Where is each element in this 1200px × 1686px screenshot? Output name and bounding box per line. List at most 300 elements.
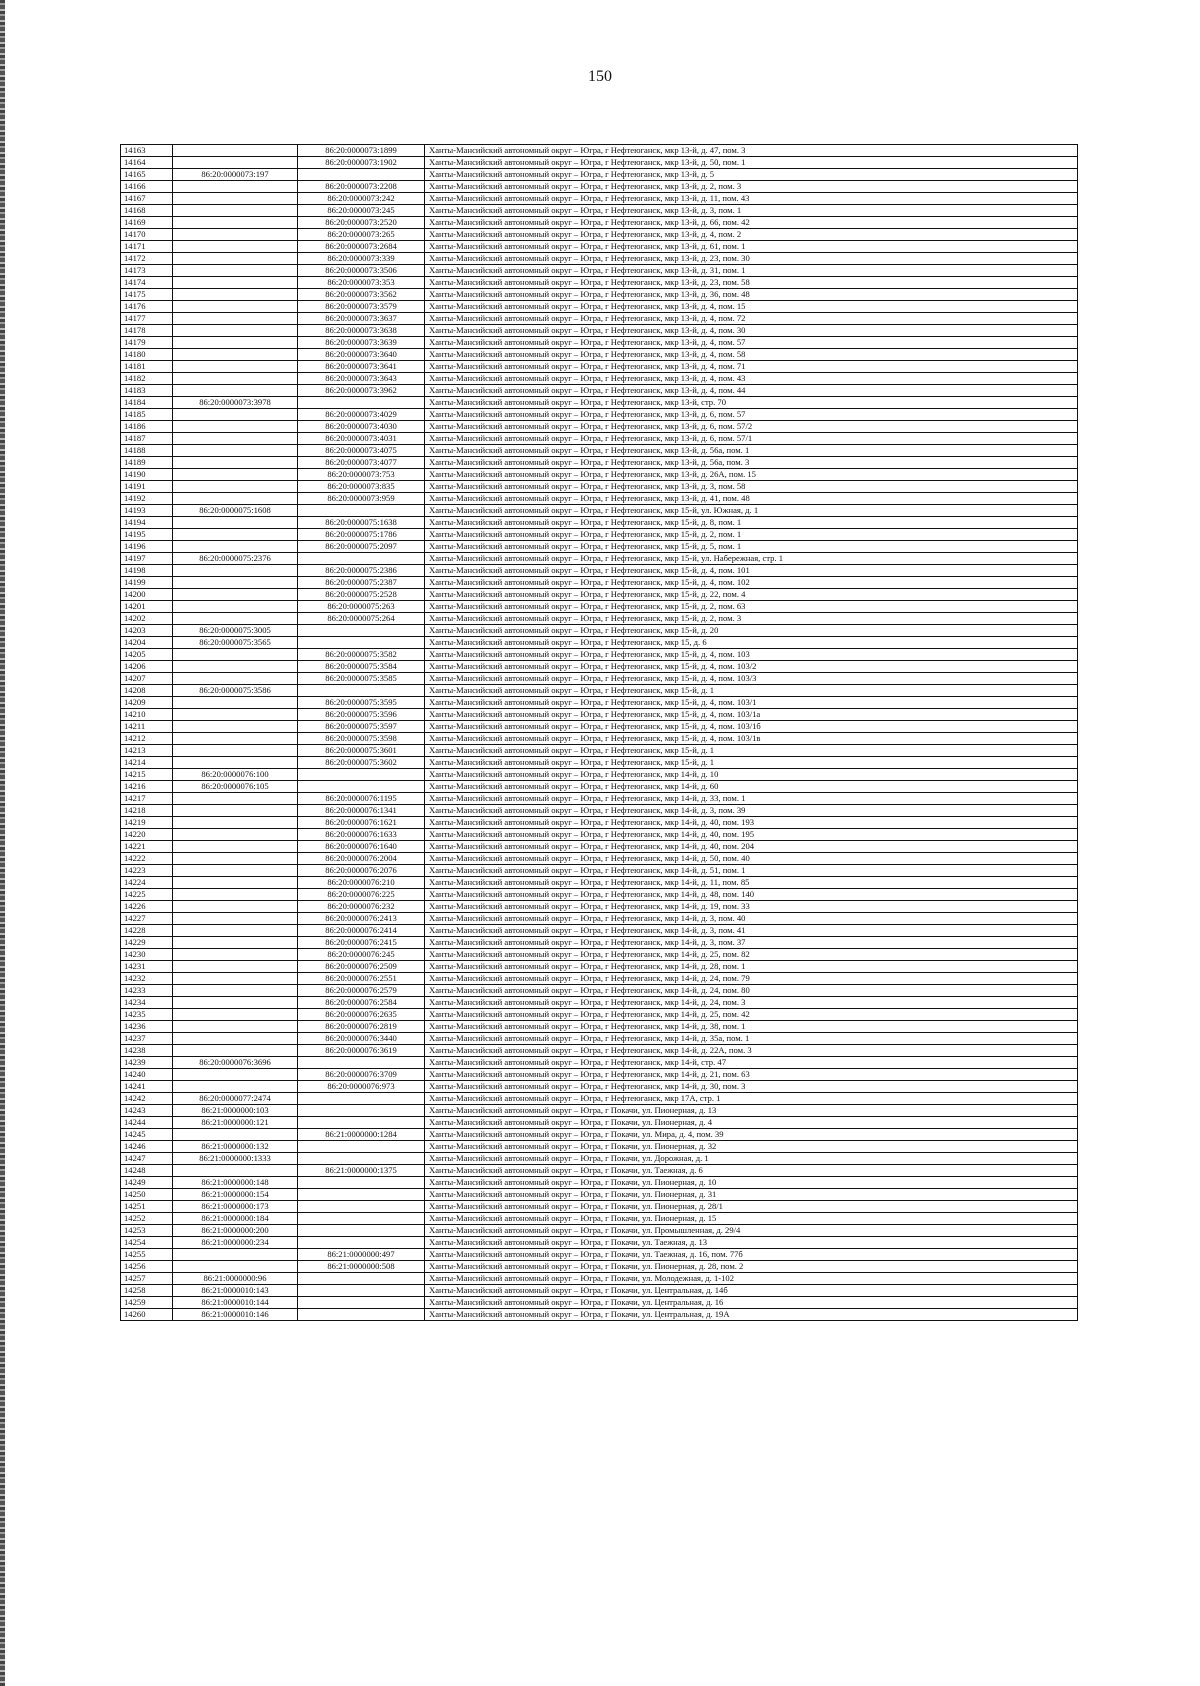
premises-cadastral-number-cell xyxy=(298,1117,425,1129)
table-row xyxy=(121,469,1078,481)
address-cell: Ханты-Мансийский автономный округ – Югра, г Нефтеюганск, мкр 13-й, д. 47, пом. 3 xyxy=(425,145,1078,157)
table-row xyxy=(121,925,1078,937)
premises-cadastral-number-cell: 86:20:0000075:3595 xyxy=(298,697,425,709)
premises-cadastral-number-cell: 86:20:0000076:3709 xyxy=(298,1069,425,1081)
table-row xyxy=(121,1105,1078,1117)
address-cell: Ханты-Мансийский автономный округ – Югра, г Покачи, ул. Таежная, д. 16, пом. 77б xyxy=(425,1249,1078,1261)
address-cell: Ханты-Мансийский автономный округ – Югра, г Нефтеюганск, мкр 15-й, д. 4, пом. 102 xyxy=(425,577,1078,589)
premises-cadastral-number-cell: 86:20:0000073:3962 xyxy=(298,385,425,397)
land-cadastral-number-cell xyxy=(173,817,298,829)
premises-cadastral-number-cell xyxy=(298,625,425,637)
premises-cadastral-number-cell: 86:20:0000073:3506 xyxy=(298,265,425,277)
table-row xyxy=(121,193,1078,205)
row-number-cell: 14210 xyxy=(121,709,173,721)
premises-cadastral-number-cell xyxy=(298,1105,425,1117)
land-cadastral-number-cell: 86:21:0000010:144 xyxy=(173,1297,298,1309)
land-cadastral-number-cell xyxy=(173,493,298,505)
table-row xyxy=(121,757,1078,769)
address-cell: Ханты-Мансийский автономный округ – Югра, г Нефтеюганск, мкр 13-й, д. 23, пом. 30 xyxy=(425,253,1078,265)
row-number-cell: 14185 xyxy=(121,409,173,421)
land-cadastral-number-cell xyxy=(173,229,298,241)
row-number-cell: 14199 xyxy=(121,577,173,589)
address-cell: Ханты-Мансийский автономный округ – Югра, г Нефтеюганск, мкр 15-й, д. 4, пом. 103/1 xyxy=(425,697,1078,709)
premises-cadastral-number-cell: 86:20:0000075:2097 xyxy=(298,541,425,553)
table-row xyxy=(121,829,1078,841)
row-number-cell: 14230 xyxy=(121,949,173,961)
land-cadastral-number-cell xyxy=(173,517,298,529)
address-cell: Ханты-Мансийский автономный округ – Югра, г Нефтеюганск, мкр 15-й, ул. Набережная, стр. 1 xyxy=(425,553,1078,565)
premises-cadastral-number-cell: 86:20:0000073:3579 xyxy=(298,301,425,313)
row-number-cell: 14198 xyxy=(121,565,173,577)
land-cadastral-number-cell xyxy=(173,205,298,217)
row-number-cell: 14220 xyxy=(121,829,173,841)
row-number-cell: 14205 xyxy=(121,649,173,661)
land-cadastral-number-cell xyxy=(173,901,298,913)
address-cell: Ханты-Мансийский автономный округ – Югра, г Нефтеюганск, мкр 13-й, д. 11, пом. 43 xyxy=(425,193,1078,205)
address-cell: Ханты-Мансийский автономный округ – Югра, г Нефтеюганск, мкр 14-й, д. 24, пом. 3 xyxy=(425,997,1078,1009)
address-cell: Ханты-Мансийский автономный округ – Югра, г Нефтеюганск, мкр 13-й, д. 4, пом. 58 xyxy=(425,349,1078,361)
premises-cadastral-number-cell: 86:20:0000075:3598 xyxy=(298,733,425,745)
row-number-cell: 14168 xyxy=(121,205,173,217)
table-row xyxy=(121,685,1078,697)
table-row xyxy=(121,1045,1078,1057)
address-cell: Ханты-Мансийский автономный округ – Югра, г Нефтеюганск, мкр 14-й, д. 3, пом. 41 xyxy=(425,925,1078,937)
table-row xyxy=(121,673,1078,685)
property-registry-table xyxy=(120,144,1078,1321)
row-number-cell: 14211 xyxy=(121,721,173,733)
address-cell: Ханты-Мансийский автономный округ – Югра, г Покачи, ул. Пионерная, д. 28/1 xyxy=(425,1201,1078,1213)
row-number-cell: 14228 xyxy=(121,925,173,937)
land-cadastral-number-cell: 86:21:0000000:200 xyxy=(173,1225,298,1237)
premises-cadastral-number-cell: 86:20:0000075:3596 xyxy=(298,709,425,721)
table-row xyxy=(121,1093,1078,1105)
address-cell: Ханты-Мансийский автономный округ – Югра, г Нефтеюганск, мкр 13-й, д. 2, пом. 3 xyxy=(425,181,1078,193)
row-number-cell: 14170 xyxy=(121,229,173,241)
premises-cadastral-number-cell: 86:20:0000076:1621 xyxy=(298,817,425,829)
row-number-cell: 14181 xyxy=(121,361,173,373)
premises-cadastral-number-cell: 86:20:0000076:2413 xyxy=(298,913,425,925)
table-row xyxy=(121,289,1078,301)
table-row xyxy=(121,433,1078,445)
row-number-cell: 14250 xyxy=(121,1189,173,1201)
table-row xyxy=(121,517,1078,529)
table-row xyxy=(121,721,1078,733)
premises-cadastral-number-cell: 86:20:0000073:3562 xyxy=(298,289,425,301)
address-cell: Ханты-Мансийский автономный округ – Югра, г Нефтеюганск, мкр 14-й, д. 3, пом. 39 xyxy=(425,805,1078,817)
table-row xyxy=(121,361,1078,373)
land-cadastral-number-cell xyxy=(173,1129,298,1141)
land-cadastral-number-cell: 86:21:0000000:173 xyxy=(173,1201,298,1213)
premises-cadastral-number-cell xyxy=(298,1153,425,1165)
table-row xyxy=(121,1057,1078,1069)
table-row xyxy=(121,481,1078,493)
premises-cadastral-number-cell: 86:20:0000075:3597 xyxy=(298,721,425,733)
table-row xyxy=(121,1165,1078,1177)
land-cadastral-number-cell xyxy=(173,529,298,541)
premises-cadastral-number-cell xyxy=(298,1213,425,1225)
land-cadastral-number-cell: 86:21:0000000:184 xyxy=(173,1213,298,1225)
row-number-cell: 14163 xyxy=(121,145,173,157)
land-cadastral-number-cell: 86:21:0000000:148 xyxy=(173,1177,298,1189)
table-row xyxy=(121,1213,1078,1225)
registry-table-body xyxy=(121,145,1078,1321)
row-number-cell: 14239 xyxy=(121,1057,173,1069)
table-row xyxy=(121,181,1078,193)
premises-cadastral-number-cell xyxy=(298,637,425,649)
address-cell: Ханты-Мансийский автономный округ – Югра, г Нефтеюганск, мкр 13-й, д. 4, пом. 15 xyxy=(425,301,1078,313)
land-cadastral-number-cell xyxy=(173,937,298,949)
address-cell: Ханты-Мансийский автономный округ – Югра, г Покачи, ул. Центральная, д. 14б xyxy=(425,1285,1078,1297)
table-row xyxy=(121,781,1078,793)
address-cell: Ханты-Мансийский автономный округ – Югра, г Нефтеюганск, мкр 15-й, д. 4, пом. 101 xyxy=(425,565,1078,577)
row-number-cell: 14167 xyxy=(121,193,173,205)
premises-cadastral-number-cell: 86:20:0000076:2415 xyxy=(298,937,425,949)
table-row xyxy=(121,1273,1078,1285)
table-row xyxy=(121,697,1078,709)
table-row xyxy=(121,769,1078,781)
land-cadastral-number-cell xyxy=(173,1021,298,1033)
row-number-cell: 14209 xyxy=(121,697,173,709)
land-cadastral-number-cell xyxy=(173,409,298,421)
address-cell: Ханты-Мансийский автономный округ – Югра, г Нефтеюганск, мкр 14-й, д. 50, пом. 40 xyxy=(425,853,1078,865)
premises-cadastral-number-cell: 86:20:0000073:2208 xyxy=(298,181,425,193)
land-cadastral-number-cell xyxy=(173,445,298,457)
table-row xyxy=(121,373,1078,385)
row-number-cell: 14233 xyxy=(121,985,173,997)
land-cadastral-number-cell: 86:20:0000076:105 xyxy=(173,781,298,793)
row-number-cell: 14249 xyxy=(121,1177,173,1189)
table-row xyxy=(121,661,1078,673)
land-cadastral-number-cell xyxy=(173,973,298,985)
table-row xyxy=(121,169,1078,181)
land-cadastral-number-cell: 86:20:0000073:197 xyxy=(173,169,298,181)
premises-cadastral-number-cell xyxy=(298,1093,425,1105)
table-row xyxy=(121,1261,1078,1273)
address-cell: Ханты-Мансийский автономный округ – Югра, г Нефтеюганск, мкр 15-й, д. 22, пом. 4 xyxy=(425,589,1078,601)
table-row xyxy=(121,1081,1078,1093)
land-cadastral-number-cell xyxy=(173,985,298,997)
table-row xyxy=(121,961,1078,973)
address-cell: Ханты-Мансийский автономный округ – Югра, г Нефтеюганск, мкр 15-й, д. 4, пом. 103/3 xyxy=(425,673,1078,685)
table-row xyxy=(121,565,1078,577)
land-cadastral-number-cell: 86:20:0000075:2376 xyxy=(173,553,298,565)
table-row xyxy=(121,985,1078,997)
premises-cadastral-number-cell: 86:20:0000073:4077 xyxy=(298,457,425,469)
table-row xyxy=(121,325,1078,337)
address-cell: Ханты-Мансийский автономный округ – Югра, г Нефтеюганск, мкр 14-й, д. 3, пом. 40 xyxy=(425,913,1078,925)
row-number-cell: 14255 xyxy=(121,1249,173,1261)
table-row xyxy=(121,505,1078,517)
premises-cadastral-number-cell: 86:20:0000073:1899 xyxy=(298,145,425,157)
land-cadastral-number-cell: 86:20:0000076:3696 xyxy=(173,1057,298,1069)
table-row xyxy=(121,1177,1078,1189)
address-cell: Ханты-Мансийский автономный округ – Югра, г Нефтеюганск, мкр 13-й, д. 5 xyxy=(425,169,1078,181)
row-number-cell: 14217 xyxy=(121,793,173,805)
land-cadastral-number-cell xyxy=(173,1009,298,1021)
premises-cadastral-number-cell: 86:20:0000076:2076 xyxy=(298,865,425,877)
land-cadastral-number-cell xyxy=(173,421,298,433)
address-cell: Ханты-Мансийский автономный округ – Югра, г Нефтеюганск, мкр 13-й, д. 31, пом. 1 xyxy=(425,265,1078,277)
land-cadastral-number-cell xyxy=(173,697,298,709)
table-row xyxy=(121,649,1078,661)
table-row xyxy=(121,637,1078,649)
address-cell: Ханты-Мансийский автономный округ – Югра, г Нефтеюганск, мкр 15-й, д. 4, пом. 103/1а xyxy=(425,709,1078,721)
premises-cadastral-number-cell: 86:20:0000076:232 xyxy=(298,901,425,913)
address-cell: Ханты-Мансийский автономный округ – Югра, г Нефтеюганск, мкр 15-й, д. 2, пом. 63 xyxy=(425,601,1078,613)
land-cadastral-number-cell xyxy=(173,325,298,337)
premises-cadastral-number-cell xyxy=(298,769,425,781)
address-cell: Ханты-Мансийский автономный округ – Югра, г Покачи, ул. Молодежная, д. 1-102 xyxy=(425,1273,1078,1285)
row-number-cell: 14194 xyxy=(121,517,173,529)
table-row xyxy=(121,613,1078,625)
address-cell: Ханты-Мансийский автономный округ – Югра, г Нефтеюганск, мкр 14-й, д. 3, пом. 37 xyxy=(425,937,1078,949)
premises-cadastral-number-cell: 86:20:0000076:2414 xyxy=(298,925,425,937)
premises-cadastral-number-cell: 86:20:0000073:4075 xyxy=(298,445,425,457)
land-cadastral-number-cell xyxy=(173,745,298,757)
address-cell: Ханты-Мансийский автономный округ – Югра, г Нефтеюганск, мкр 13-й, д. 6, пом. 57 xyxy=(425,409,1078,421)
premises-cadastral-number-cell: 86:20:0000075:2528 xyxy=(298,589,425,601)
table-row xyxy=(121,745,1078,757)
address-cell: Ханты-Мансийский автономный округ – Югра, г Нефтеюганск, мкр 14-й, д. 21, пом. 63 xyxy=(425,1069,1078,1081)
row-number-cell: 14169 xyxy=(121,217,173,229)
row-number-cell: 14208 xyxy=(121,685,173,697)
table-row xyxy=(121,817,1078,829)
row-number-cell: 14259 xyxy=(121,1297,173,1309)
table-row xyxy=(121,1237,1078,1249)
address-cell: Ханты-Мансийский автономный округ – Югра, г Нефтеюганск, мкр 13-й, д. 26А, пом. 15 xyxy=(425,469,1078,481)
table-row xyxy=(121,1033,1078,1045)
table-row xyxy=(121,1153,1078,1165)
premises-cadastral-number-cell: 86:20:0000076:2509 xyxy=(298,961,425,973)
premises-cadastral-number-cell xyxy=(298,553,425,565)
premises-cadastral-number-cell xyxy=(298,1177,425,1189)
table-row xyxy=(121,277,1078,289)
table-row xyxy=(121,397,1078,409)
row-number-cell: 14234 xyxy=(121,997,173,1009)
premises-cadastral-number-cell: 86:20:0000073:3641 xyxy=(298,361,425,373)
land-cadastral-number-cell xyxy=(173,673,298,685)
address-cell: Ханты-Мансийский автономный округ – Югра, г Нефтеюганск, мкр 13-й, д. 61, пом. 1 xyxy=(425,241,1078,253)
premises-cadastral-number-cell: 86:20:0000073:3640 xyxy=(298,349,425,361)
premises-cadastral-number-cell: 86:20:0000076:1195 xyxy=(298,793,425,805)
row-number-cell: 14258 xyxy=(121,1285,173,1297)
address-cell: Ханты-Мансийский автономный округ – Югра, г Нефтеюганск, мкр 15-й, д. 2, пом. 1 xyxy=(425,529,1078,541)
premises-cadastral-number-cell xyxy=(298,1057,425,1069)
table-row xyxy=(121,877,1078,889)
row-number-cell: 14240 xyxy=(121,1069,173,1081)
table-row xyxy=(121,529,1078,541)
land-cadastral-number-cell xyxy=(173,1045,298,1057)
table-row xyxy=(121,1117,1078,1129)
row-number-cell: 14189 xyxy=(121,457,173,469)
table-row xyxy=(121,1129,1078,1141)
row-number-cell: 14177 xyxy=(121,313,173,325)
address-cell: Ханты-Мансийский автономный округ – Югра, г Нефтеюганск, мкр 14-й, д. 11, пом. 85 xyxy=(425,877,1078,889)
table-row xyxy=(121,541,1078,553)
table-row xyxy=(121,337,1078,349)
premises-cadastral-number-cell: 86:21:0000000:1375 xyxy=(298,1165,425,1177)
address-cell: Ханты-Мансийский автономный округ – Югра, г Нефтеюганск, мкр 15-й, д. 4, пом. 103/1в xyxy=(425,733,1078,745)
row-number-cell: 14202 xyxy=(121,613,173,625)
land-cadastral-number-cell xyxy=(173,181,298,193)
land-cadastral-number-cell xyxy=(173,157,298,169)
table-row xyxy=(121,1285,1078,1297)
address-cell: Ханты-Мансийский автономный округ – Югра, г Нефтеюганск, мкр 13-й, д. 3, пом. 58 xyxy=(425,481,1078,493)
land-cadastral-number-cell: 86:20:0000075:1608 xyxy=(173,505,298,517)
land-cadastral-number-cell xyxy=(173,265,298,277)
address-cell: Ханты-Мансийский автономный округ – Югра, г Нефтеюганск, мкр 14-й, д. 10 xyxy=(425,769,1078,781)
table-row xyxy=(121,241,1078,253)
land-cadastral-number-cell: 86:21:0000010:146 xyxy=(173,1309,298,1321)
land-cadastral-number-cell: 86:21:0000000:1333 xyxy=(173,1153,298,1165)
premises-cadastral-number-cell: 86:20:0000075:264 xyxy=(298,613,425,625)
land-cadastral-number-cell xyxy=(173,949,298,961)
table-row xyxy=(121,577,1078,589)
table-row xyxy=(121,733,1078,745)
row-number-cell: 14174 xyxy=(121,277,173,289)
land-cadastral-number-cell: 86:21:0000000:121 xyxy=(173,1117,298,1129)
address-cell: Ханты-Мансийский автономный округ – Югра, г Нефтеюганск, мкр 14-й, д. 40, пом. 204 xyxy=(425,841,1078,853)
premises-cadastral-number-cell: 86:20:0000073:835 xyxy=(298,481,425,493)
land-cadastral-number-cell xyxy=(173,661,298,673)
table-row xyxy=(121,1309,1078,1321)
address-cell: Ханты-Мансийский автономный округ – Югра, г Покачи, ул. Пионерная, д. 31 xyxy=(425,1189,1078,1201)
row-number-cell: 14223 xyxy=(121,865,173,877)
row-number-cell: 14227 xyxy=(121,913,173,925)
premises-cadastral-number-cell: 86:20:0000076:210 xyxy=(298,877,425,889)
premises-cadastral-number-cell: 86:20:0000073:3643 xyxy=(298,373,425,385)
table-row xyxy=(121,601,1078,613)
land-cadastral-number-cell xyxy=(173,709,298,721)
land-cadastral-number-cell xyxy=(173,433,298,445)
table-row xyxy=(121,445,1078,457)
premises-cadastral-number-cell: 86:20:0000073:245 xyxy=(298,205,425,217)
address-cell: Ханты-Мансийский автономный округ – Югра, г Нефтеюганск, мкр 13-й, д. 56а, пом. 1 xyxy=(425,445,1078,457)
land-cadastral-number-cell: 86:20:0000075:3586 xyxy=(173,685,298,697)
address-cell: Ханты-Мансийский автономный округ – Югра, г Покачи, ул. Центральная, д. 19А xyxy=(425,1309,1078,1321)
table-row xyxy=(121,889,1078,901)
scan-edge-artifact xyxy=(0,0,5,1686)
address-cell: Ханты-Мансийский автономный округ – Югра, г Нефтеюганск, мкр 13-й, д. 4, пом. 44 xyxy=(425,385,1078,397)
land-cadastral-number-cell xyxy=(173,961,298,973)
land-cadastral-number-cell xyxy=(173,925,298,937)
address-cell: Ханты-Мансийский автономный округ – Югра, г Нефтеюганск, мкр 13-й, д. 50, пом. 1 xyxy=(425,157,1078,169)
row-number-cell: 14197 xyxy=(121,553,173,565)
row-number-cell: 14183 xyxy=(121,385,173,397)
land-cadastral-number-cell xyxy=(173,301,298,313)
land-cadastral-number-cell: 86:20:0000073:3978 xyxy=(173,397,298,409)
land-cadastral-number-cell: 86:20:0000075:3005 xyxy=(173,625,298,637)
land-cadastral-number-cell xyxy=(173,457,298,469)
address-cell: Ханты-Мансийский автономный округ – Югра, г Нефтеюганск, мкр 14-й, д. 33, пом. 1 xyxy=(425,793,1078,805)
premises-cadastral-number-cell xyxy=(298,1201,425,1213)
land-cadastral-number-cell xyxy=(173,373,298,385)
row-number-cell: 14175 xyxy=(121,289,173,301)
premises-cadastral-number-cell: 86:20:0000075:3602 xyxy=(298,757,425,769)
row-number-cell: 14176 xyxy=(121,301,173,313)
table-row xyxy=(121,157,1078,169)
table-row xyxy=(121,1297,1078,1309)
address-cell: Ханты-Мансийский автономный округ – Югра, г Нефтеюганск, мкр 14-й, д. 60 xyxy=(425,781,1078,793)
address-cell: Ханты-Мансийский автономный округ – Югра, г Нефтеюганск, мкр 14-й, д. 40, пом. 193 xyxy=(425,817,1078,829)
premises-cadastral-number-cell: 86:21:0000000:497 xyxy=(298,1249,425,1261)
row-number-cell: 14226 xyxy=(121,901,173,913)
land-cadastral-number-cell xyxy=(173,757,298,769)
premises-cadastral-number-cell: 86:20:0000076:2579 xyxy=(298,985,425,997)
address-cell: Ханты-Мансийский автономный округ – Югра, г Нефтеюганск, мкр 13-й, д. 66, пом. 42 xyxy=(425,217,1078,229)
address-cell: Ханты-Мансийский автономный округ – Югра, г Нефтеюганск, мкр 13-й, д. 4, пом. 43 xyxy=(425,373,1078,385)
premises-cadastral-number-cell: 86:20:0000075:263 xyxy=(298,601,425,613)
premises-cadastral-number-cell xyxy=(298,1285,425,1297)
land-cadastral-number-cell xyxy=(173,481,298,493)
land-cadastral-number-cell xyxy=(173,217,298,229)
table-row xyxy=(121,253,1078,265)
row-number-cell: 14252 xyxy=(121,1213,173,1225)
land-cadastral-number-cell xyxy=(173,853,298,865)
land-cadastral-number-cell xyxy=(173,349,298,361)
premises-cadastral-number-cell: 86:20:0000076:2584 xyxy=(298,997,425,1009)
table-row xyxy=(121,709,1078,721)
row-number-cell: 14229 xyxy=(121,937,173,949)
row-number-cell: 14236 xyxy=(121,1021,173,1033)
table-row xyxy=(121,493,1078,505)
land-cadastral-number-cell xyxy=(173,289,298,301)
table-row xyxy=(121,313,1078,325)
land-cadastral-number-cell xyxy=(173,313,298,325)
land-cadastral-number-cell xyxy=(173,577,298,589)
premises-cadastral-number-cell xyxy=(298,781,425,793)
premises-cadastral-number-cell: 86:20:0000073:265 xyxy=(298,229,425,241)
row-number-cell: 14260 xyxy=(121,1309,173,1321)
row-number-cell: 14257 xyxy=(121,1273,173,1285)
row-number-cell: 14201 xyxy=(121,601,173,613)
table-row xyxy=(121,217,1078,229)
land-cadastral-number-cell xyxy=(173,253,298,265)
address-cell: Ханты-Мансийский автономный округ – Югра, г Нефтеюганск, мкр 15-й, д. 8, пом. 1 xyxy=(425,517,1078,529)
table-row xyxy=(121,1021,1078,1033)
address-cell: Ханты-Мансийский автономный округ – Югра, г Нефтеюганск, мкр 14-й, д. 24, пом. 80 xyxy=(425,985,1078,997)
row-number-cell: 14248 xyxy=(121,1165,173,1177)
premises-cadastral-number-cell: 86:20:0000076:2004 xyxy=(298,853,425,865)
land-cadastral-number-cell xyxy=(173,541,298,553)
table-row xyxy=(121,265,1078,277)
address-cell: Ханты-Мансийский автономный округ – Югра, г Нефтеюганск, мкр 15-й, д. 4, пом. 103/1б xyxy=(425,721,1078,733)
row-number-cell: 14192 xyxy=(121,493,173,505)
premises-cadastral-number-cell xyxy=(298,169,425,181)
premises-cadastral-number-cell: 86:21:0000000:1284 xyxy=(298,1129,425,1141)
address-cell: Ханты-Мансийский автономный округ – Югра, г Нефтеюганск, мкр 15-й, д. 1 xyxy=(425,745,1078,757)
row-number-cell: 14221 xyxy=(121,841,173,853)
premises-cadastral-number-cell: 86:20:0000073:2520 xyxy=(298,217,425,229)
premises-cadastral-number-cell: 86:20:0000073:1902 xyxy=(298,157,425,169)
premises-cadastral-number-cell: 86:20:0000073:3638 xyxy=(298,325,425,337)
row-number-cell: 14242 xyxy=(121,1093,173,1105)
address-cell: Ханты-Мансийский автономный округ – Югра, г Нефтеюганск, мкр 14-й, д. 30, пом. 3 xyxy=(425,1081,1078,1093)
land-cadastral-number-cell xyxy=(173,613,298,625)
table-row xyxy=(121,1069,1078,1081)
row-number-cell: 14216 xyxy=(121,781,173,793)
address-cell: Ханты-Мансийский автономный округ – Югра, г Покачи, ул. Центральная, д. 16 xyxy=(425,1297,1078,1309)
row-number-cell: 14241 xyxy=(121,1081,173,1093)
land-cadastral-number-cell xyxy=(173,337,298,349)
row-number-cell: 14244 xyxy=(121,1117,173,1129)
land-cadastral-number-cell xyxy=(173,601,298,613)
row-number-cell: 14215 xyxy=(121,769,173,781)
land-cadastral-number-cell: 86:21:0000000:96 xyxy=(173,1273,298,1285)
premises-cadastral-number-cell xyxy=(298,1237,425,1249)
row-number-cell: 14203 xyxy=(121,625,173,637)
premises-cadastral-number-cell: 86:20:0000073:4029 xyxy=(298,409,425,421)
